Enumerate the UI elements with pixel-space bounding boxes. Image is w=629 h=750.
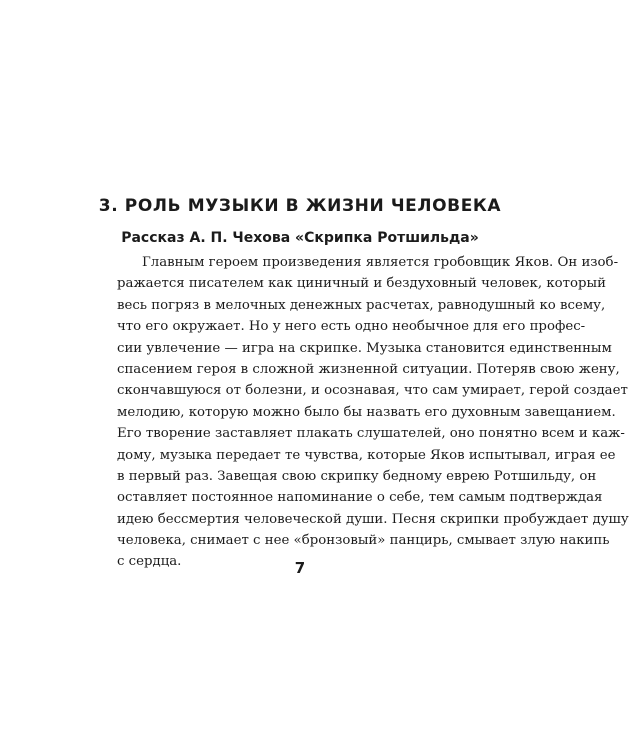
- page-number: 7: [294, 559, 306, 577]
- section-subtitle: Рассказ А. П. Чехова «Скрипка Ротшильда»: [121, 230, 479, 246]
- paragraph-line: в первый раз. Завещая свою скрипку бедному еврею Ротшильду, он: [117, 468, 597, 484]
- paragraph-line: дому, музыка передает те чувства, которые Яков испытывал, играя ее: [117, 447, 616, 463]
- paragraph-line: человека, снимает с нее «бронзовый» панцирь, смывает злую накипь: [117, 533, 610, 549]
- paragraph-line: идею бессмертия человеческой души. Песня скрипки пробуждает душу: [117, 511, 629, 527]
- body-paragraph: [117, 252, 629, 573]
- paragraph-line: с сердца.: [117, 554, 182, 570]
- paragraph-line: Его творение заставляет плакать слушателей, оно понятно всем и каж-: [117, 426, 625, 442]
- paragraph-line: Главным героем произведения является гробовщик Яков. Он изоб-: [142, 255, 619, 270]
- chapter-title: 3. РОЛЬ МУЗЫКИ В ЖИЗНИ ЧЕЛОВЕКА: [98, 196, 502, 216]
- paragraph-line: мелодию, которую можно было бы назвать его духовным завещанием.: [117, 404, 616, 420]
- paragraph-line: скончавшуюся от болезни, и осознавая, что сам умирает, герой создает: [117, 383, 628, 399]
- paragraph-line: оставляет постоянное напоминание о себе, тем самым подтверждая: [117, 490, 603, 506]
- paragraph-line: весь погряз в мелочных денежных расчетах, равнодушный ко всему,: [117, 297, 606, 313]
- paragraph-line: ражается писателем как циничный и бездуховный человек, который: [117, 276, 606, 292]
- paragraph-line: сии увлечение — игра на скрипке. Музыка становится единственным: [117, 340, 612, 356]
- paragraph-line: спасением героя в сложной жизненной ситуации. Потеряв свою жену,: [117, 361, 620, 377]
- paragraph-line: что его окружает. Но у него есть одно необычное для его профес-: [117, 319, 586, 335]
